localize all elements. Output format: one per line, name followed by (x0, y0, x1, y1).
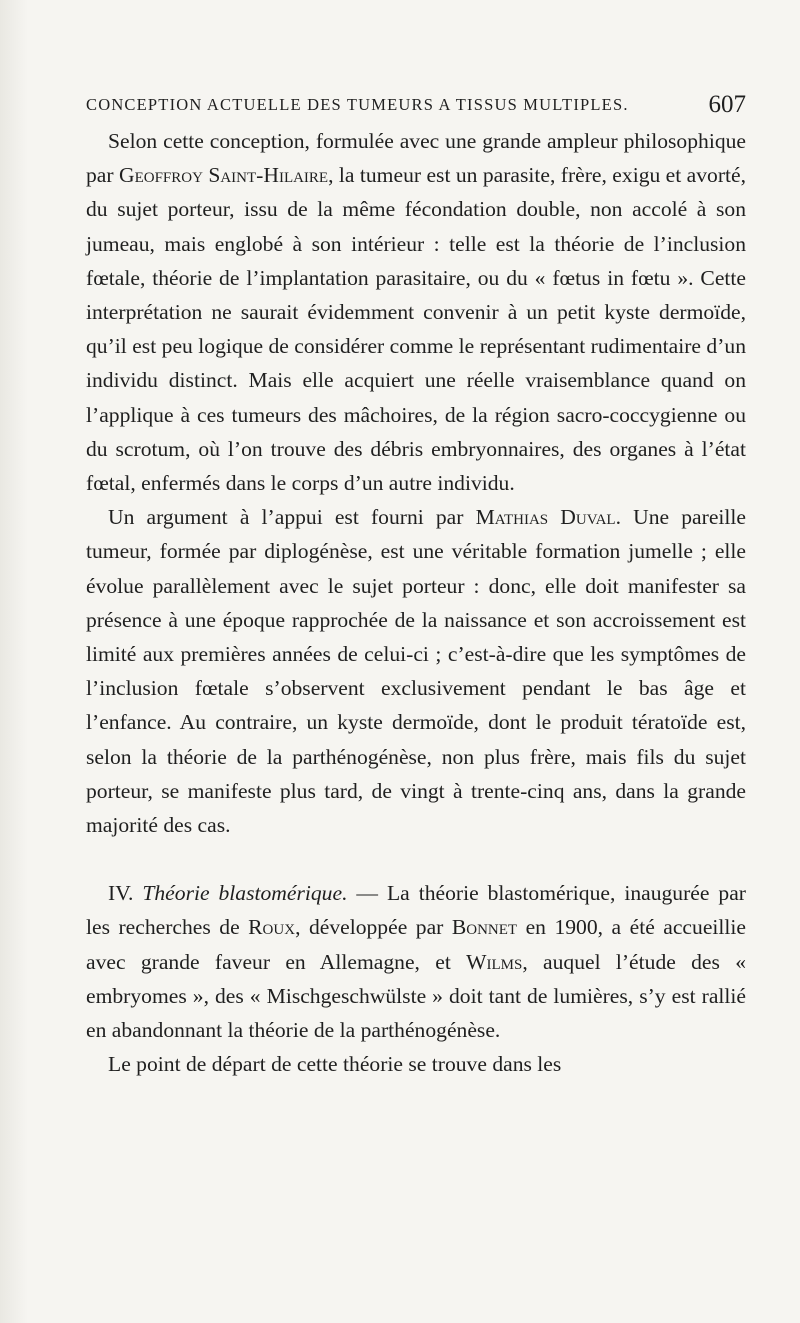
page-edge-shadow (0, 0, 28, 1323)
text-run: . Une pareille tumeur, formée par diplogénèse, est une véritable formation jumelle ; elle évolue parallèlement avec le sujet porteur : donc, elle doit manifester sa présence à une époque rapprochée de la naissance et son accroissement est limité aux premières années de celui-ci ; c’est-à-dire que les symptômes de l’inclusion fœtale s’observent exclusivement pendant le bas âge et l’enfance. Au contraire, un kyste dermoïde, dont le produit tératoïde est, selon la théorie de la parthénogénèse, non plus frère, mais fils du sujet porteur, se manifeste plus tard, de vingt à trente-cinq ans, dans la grande majorité des cas. (86, 505, 746, 838)
text-run: , la tumeur est un parasite, frère, exigu et avorté, du sujet porteur, issu de la même fécondation double, non accolé à son jumeau, mais englobé à son intérieur : telle est la théorie de l’inclusion fœtale, théorie de l’implantation parasitaire, ou du « fœtus in fœtu ». Cette interprétation ne saurait évidemment convenir à un petit kyste dermoïde, qu’il est peu logique de considérer comme le représentant rudimentaire d’un individu distinct. Mais elle acquiert une réelle vraisemblance quand on l’applique à ces tumeurs des mâchoires, de la région sacro-coccygienne ou du scrotum, où l’on trouve des débris embryonnaires, des organes à l’état fœtal, enfermés dans le corps d’un autre individu. (86, 163, 747, 496)
author-name-geoffroy-saint-hilaire: Geoffroy Saint-Hilaire (118, 163, 329, 188)
author-name-bonnet: Bonnet (451, 915, 518, 940)
paragraph-point-de-depart (86, 1047, 746, 1081)
section-number: IV. (108, 881, 143, 906)
author-name-wilms: Wilms (466, 949, 523, 974)
page-number: 607 (708, 91, 746, 118)
text-run: en 1900, a été accueillie avec grande faveur en Allemagne, et (86, 915, 746, 974)
paragraph-conception (86, 124, 746, 500)
text-run: — La théorie blastomérique, inaugurée par les recherches de (86, 881, 746, 940)
text-run: , auquel l’étude des « embryomes », des « Mischgeschwülste » doit tant de lumières, s’y est rallié en abandonnant la théorie de la parthénogénèse. (86, 949, 746, 1043)
author-name-roux: Roux (248, 915, 296, 940)
page-header (86, 91, 746, 121)
author-name-mathias-duval: Mathias Duval (475, 505, 616, 530)
text-run: , développée par (295, 915, 452, 940)
section-title: Théorie blastomérique. (142, 881, 348, 906)
paragraph-section-iv (86, 876, 746, 1047)
text-run: Le point de départ de cette théorie se trouve dans les (108, 1052, 562, 1077)
text-run: Selon cette conception, formulée avec une grande ampleur philosophique par (86, 129, 746, 188)
running-head: CONCEPTION ACTUELLE DES TUMEURS A TISSUS MULTIPLES. (86, 95, 629, 114)
text-run: Un argument à l’appui est fourni par (108, 505, 476, 530)
body-text (86, 124, 746, 1081)
paragraph-argument (86, 500, 746, 842)
